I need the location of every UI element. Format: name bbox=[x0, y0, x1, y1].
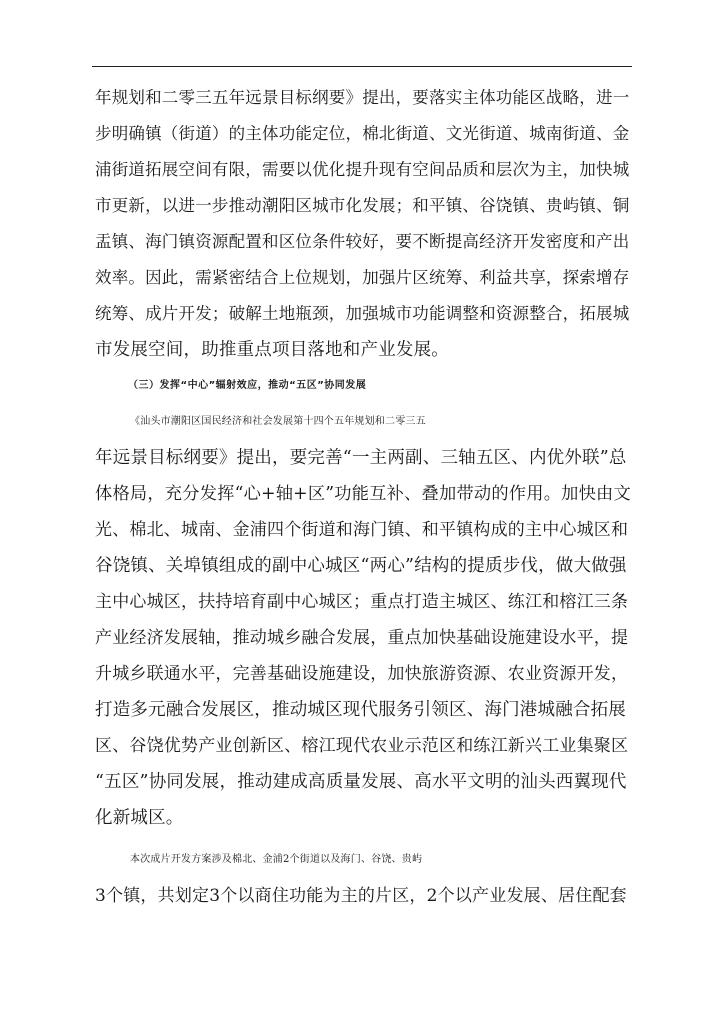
section-heading: （三）发挥“中心”辐射效应，推动“五区”协同发展 bbox=[128, 380, 367, 391]
paragraph-line: 年远景目标纲要》提出，要完善“一主两副、三轴五区、内优外联”总 bbox=[95, 448, 627, 468]
paragraph-line: 区、谷饶优势产业创新区、榕江现代农业示范区和练江新兴工业集聚区 bbox=[95, 736, 629, 756]
paragraph-line: 市发展空间，助推重点项目落地和产业发展。 bbox=[95, 340, 449, 360]
paragraph-line: 化新城区。 bbox=[95, 808, 184, 828]
paragraph-line: 《汕头市潮阳区国民经济和社会发展第十四个五年规划和二零三五 bbox=[130, 416, 426, 427]
paragraph-line: 升城乡联通水平，完善基础设施建设，加快旅游资源、农业资源开发， bbox=[95, 664, 629, 684]
paragraph-line: 浦街道拓展空间有限，需要以优化提升现有空间品质和层次为主，加快城 bbox=[95, 160, 630, 179]
paragraph-line: 打造多元融合发展区，推动城区现代服务引领区、海门港城融合拓展 bbox=[95, 700, 626, 720]
paragraph-line: 步明确镇（街道）的主体功能定位，棉北街道、文光街道、城南街道、金 bbox=[95, 124, 630, 143]
paragraph-line: 体格局，充分发挥“心+轴+区”功能互补、叠加带动的作用。加快由文 bbox=[95, 484, 631, 504]
paragraph-line: 年规划和二零三五年远景目标纲要》提出，要落实主体功能区战略，进一 bbox=[95, 88, 630, 107]
paragraph-line: 3个镇，共划定3个以商住功能为主的片区，2个以产业发展、居住配套 bbox=[95, 886, 627, 906]
header-rule bbox=[92, 66, 632, 67]
paragraph-line: 主中心城区，扶持培育副中心城区；重点打造主城区、练江和榕江三条 bbox=[95, 592, 629, 612]
paragraph-line: 本次成片开发方案涉及棉北、金浦2个街道以及海门、谷饶、贵屿 bbox=[130, 854, 423, 865]
paragraph-line: 谷饶镇、关埠镇组成的副中心城区“两心”结构的提质步伐，做大做强 bbox=[95, 556, 627, 576]
paragraph-line: “五区”协同发展，推动建成高质量发展、高水平文明的汕头西翼现代 bbox=[95, 772, 627, 792]
paragraph-line: 光、棉北、城南、金浦四个街道和海门镇、和平镇构成的主中心城区和 bbox=[95, 520, 629, 540]
paragraph-line: 效率。因此，需紧密结合上位规划，加强片区统筹、利益共享，探索增存 bbox=[95, 268, 630, 287]
paragraph-line: 产业经济发展轴，推动城乡融合发展，重点加快基础设施建设水平，提 bbox=[95, 628, 629, 648]
paragraph-line: 市更新，以进一步推动潮阳区城市化发展；和平镇、谷饶镇、贵屿镇、铜 bbox=[95, 196, 630, 215]
paragraph-line: 统筹、成片开发；破解土地瓶颈，加强城市功能调整和资源整合，拓展城 bbox=[95, 304, 630, 323]
paragraph-line: 盂镇、海门镇资源配置和区位条件较好，要不断提高经济开发密度和产出 bbox=[95, 232, 630, 251]
